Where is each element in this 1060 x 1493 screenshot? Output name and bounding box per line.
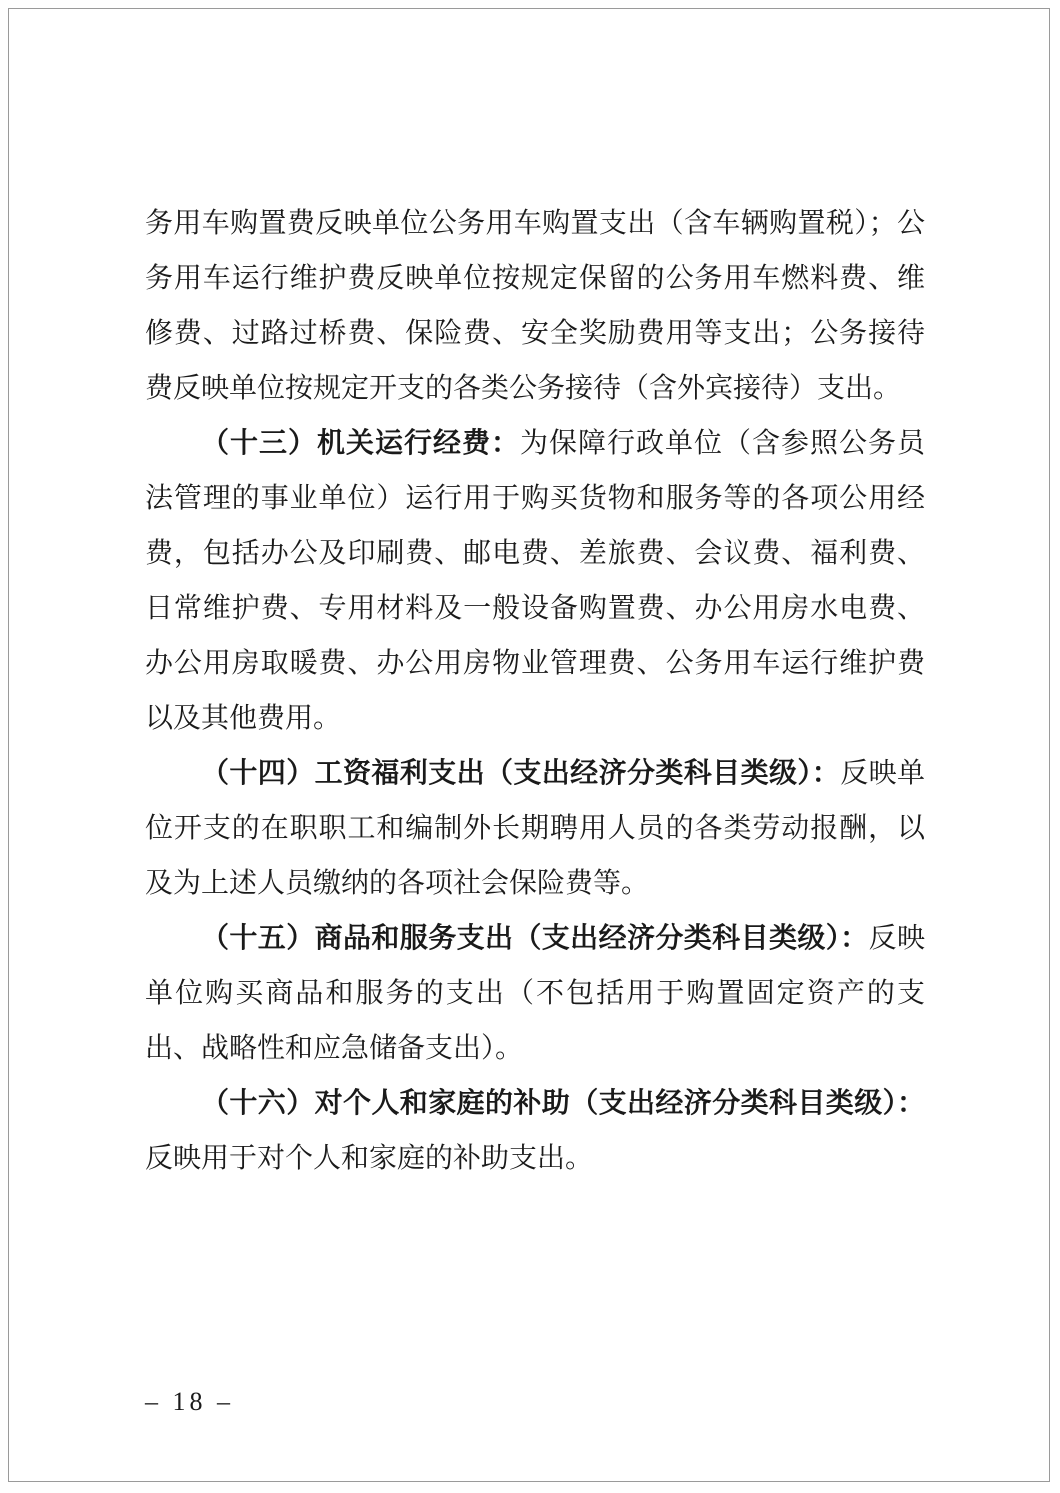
document-page: [8, 8, 1050, 1482]
body-text: [145, 195, 925, 1185]
paragraph-heading: （十四）工资福利支出（支出经济分类科目类级）：: [201, 756, 841, 789]
paragraph-16: [145, 1075, 925, 1185]
paragraph-continuation: [145, 195, 925, 415]
paragraph-13: [145, 415, 925, 745]
paragraph-14: [145, 745, 925, 910]
paragraph-heading: （十三）机关运行经费：: [201, 426, 520, 459]
paragraph-heading: （十五）商品和服务支出（支出经济分类科目类级）：: [201, 921, 869, 954]
paragraph-text: 为保障行政单位（含参照公务员法管理的事业单位）运行用于购买货物和服务等的各项公用经费，包括办公及印刷费、邮电费、差旅费、会议费、福利费、日常维护费、专用材料及一般设备购置费、办公用房水电费、办公用房取暖费、办公用房物业管理费、公务用车运行维护费以及其他费用。: [145, 426, 925, 734]
paragraph-15: [145, 910, 925, 1075]
paragraph-text: 务用车购置费反映单位公务用车购置支出（含车辆购置税）；公务用车运行维护费反映单位按规定保留的公务用车燃料费、维修费、过路过桥费、保险费、安全奖励费用等支出；公务接待费反映单位按规定开支的各类公务接待（含外宾接待）支出。: [145, 206, 925, 404]
paragraph-text: 反映用于对个人和家庭的补助支出。: [145, 1141, 594, 1174]
paragraph-heading: （十六）对个人和家庭的补助（支出经济分类科目类级）：: [201, 1086, 925, 1119]
paragraph-text: 反映单位购买商品和服务的支出（不包括用于购置固定资产的支出、战略性和应急储备支出）。: [145, 921, 925, 1064]
paragraph-text: 反映单位开支的在职职工和编制外长期聘用人员的各类劳动报酬，以及为上述人员缴纳的各项社会保险费等。: [145, 756, 925, 899]
page-number: – 18 –: [145, 1387, 234, 1416]
